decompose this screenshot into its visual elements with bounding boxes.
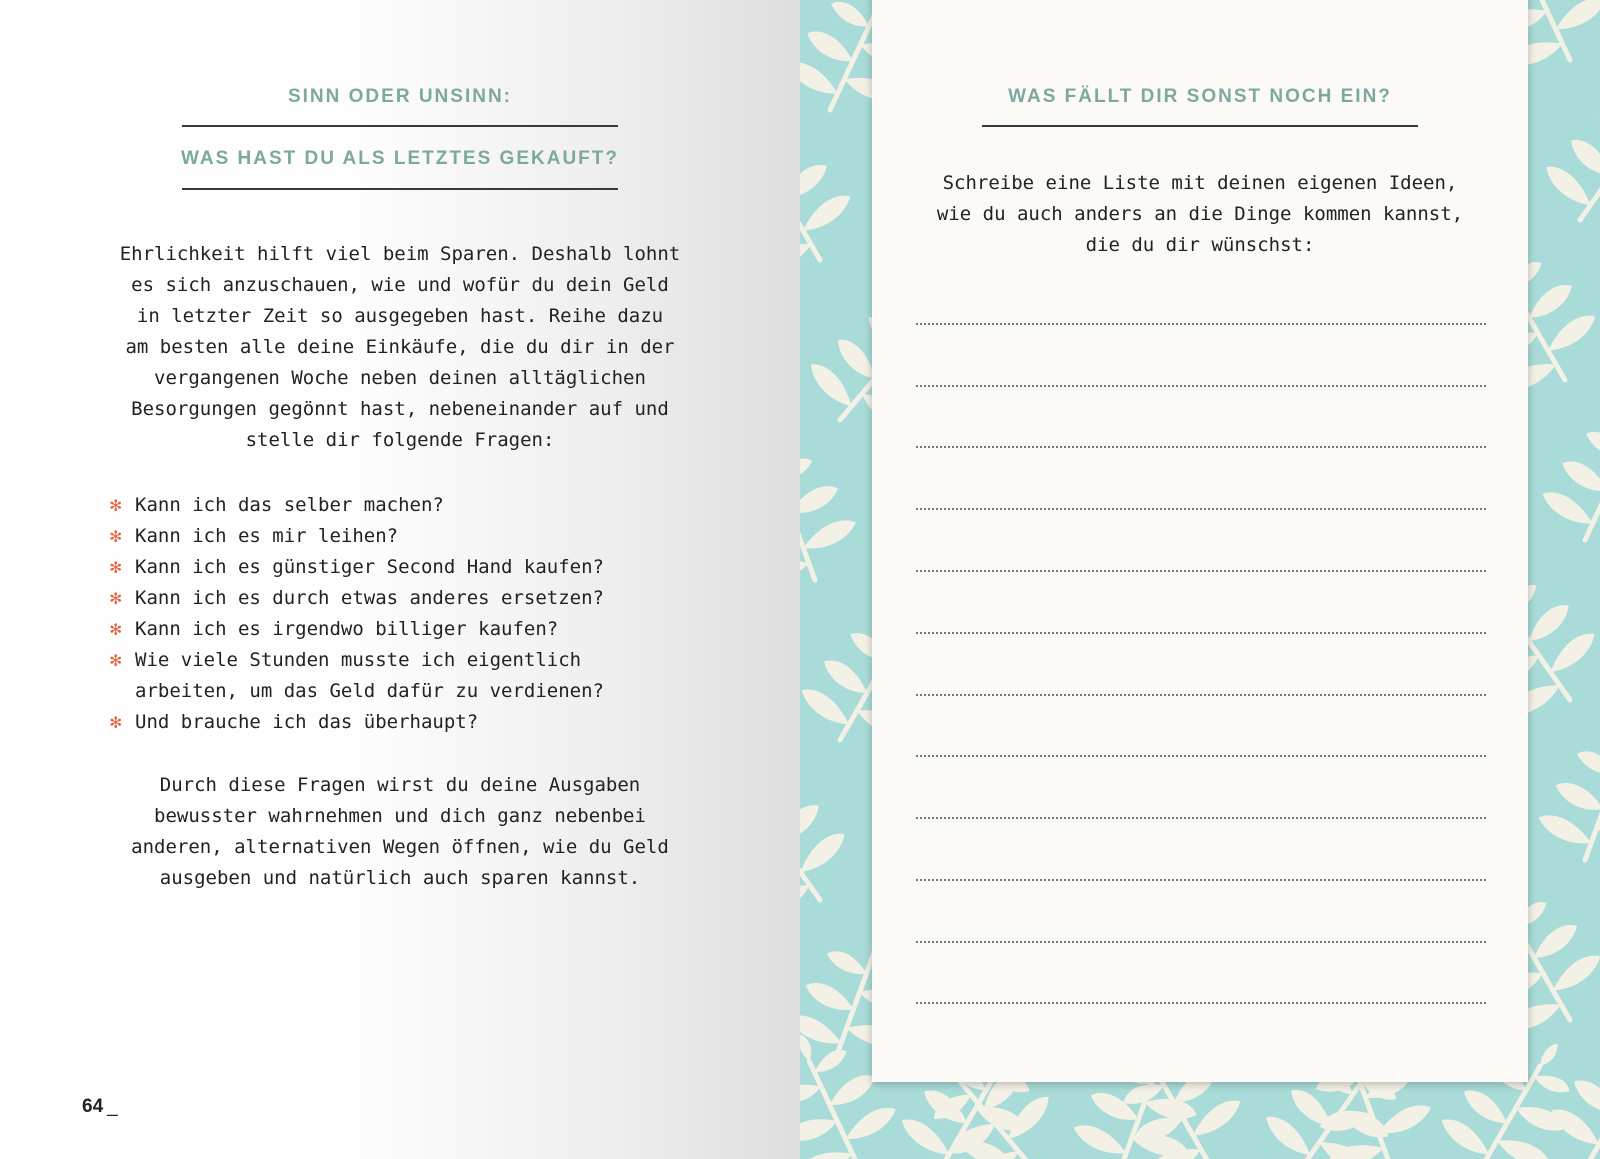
intro-paragraph — [60, 239, 740, 456]
question-text: arbeiten, um das Geld dafür zu verdienen? — [135, 680, 604, 702]
text-line: Besorgungen gegönnt hast, nebeneinander auf und — [131, 398, 669, 420]
asterisk-bullet-icon: ✻ — [110, 525, 122, 547]
writing-line[interactable] — [916, 385, 1486, 387]
heading-was-hast-du-gekauft: WAS HAST DU ALS LETZTES GEKAUFT? — [180, 148, 619, 169]
page-number-dash: _ — [107, 1096, 118, 1117]
asterisk-bullet-icon: ✻ — [110, 494, 122, 516]
closing-paragraph — [60, 770, 740, 894]
question-item — [110, 490, 750, 521]
question-item — [110, 645, 750, 707]
heading-was-faellt-dir-ein: WAS FÄLLT DIR SONST NOCH EIN? — [1008, 86, 1392, 107]
question-text: Und brauche ich das überhaupt? — [135, 711, 479, 733]
writing-line[interactable] — [916, 508, 1486, 510]
question-list — [110, 490, 750, 738]
writing-line[interactable] — [916, 941, 1486, 943]
asterisk-bullet-icon: ✻ — [110, 618, 122, 640]
question-item — [110, 521, 750, 552]
right-page — [800, 0, 1600, 1159]
heading-rule — [182, 188, 618, 190]
writing-card — [872, 0, 1528, 1082]
text-line: in letzter Zeit so ausgegeben hast. Reihe dazu — [136, 305, 664, 327]
question-item — [110, 707, 750, 738]
writing-line[interactable] — [916, 1002, 1486, 1004]
question-text: Kann ich es günstiger Second Hand kaufen? — [135, 556, 604, 578]
question-item — [110, 552, 750, 583]
page-number-value: 64 — [82, 1096, 104, 1117]
text-line: ausgeben und natürlich auch sparen kannst. — [159, 867, 641, 889]
text-line: es sich anzuschauen, wie und wofür du dein Geld — [131, 274, 669, 296]
asterisk-bullet-icon: ✻ — [110, 556, 122, 578]
writing-line[interactable] — [916, 694, 1486, 696]
writing-line[interactable] — [916, 323, 1486, 325]
question-item — [110, 583, 750, 614]
writing-line[interactable] — [916, 817, 1486, 819]
text-line: Ehrlichkeit hilft viel beim Sparen. Deshalb lohnt — [119, 243, 681, 265]
question-text: Kann ich es durch etwas anderes ersetzen? — [135, 587, 604, 609]
question-text: Kann ich es mir leihen? — [135, 525, 399, 547]
writing-line[interactable] — [916, 446, 1486, 448]
question-item — [110, 614, 750, 645]
text-line: anderen, alternativen Wegen öffnen, wie du Geld — [131, 836, 669, 858]
asterisk-bullet-icon: ✻ — [110, 649, 122, 671]
asterisk-bullet-icon: ✻ — [110, 587, 122, 609]
prompt-paragraph — [890, 168, 1510, 261]
heading-sinn-oder-unsinn: SINN ODER UNSINN: — [287, 86, 512, 107]
heading-rule — [182, 125, 618, 127]
text-line: Schreibe eine Liste mit deinen eigenen Ideen, — [942, 172, 1458, 194]
question-text: Kann ich es irgendwo billiger kaufen? — [135, 618, 559, 640]
heading-rule — [982, 125, 1418, 127]
text-line: bewusster wahrnehmen und dich ganz nebenbei — [154, 805, 646, 827]
text-line: vergangenen Woche neben deinen alltäglichen — [154, 367, 646, 389]
text-line: Durch diese Fragen wirst du deine Ausgaben — [159, 774, 641, 796]
writing-line[interactable] — [916, 570, 1486, 572]
asterisk-bullet-icon: ✻ — [110, 711, 122, 733]
text-line: am besten alle deine Einkäufe, die du dir in der — [125, 336, 675, 358]
page-number — [82, 1096, 118, 1118]
writing-line[interactable] — [916, 879, 1486, 881]
text-line: die du dir wünschst: — [1085, 234, 1315, 256]
text-line: stelle dir folgende Fragen: — [245, 429, 555, 451]
text-line: wie du auch anders an die Dinge kommen kannst, — [936, 203, 1464, 225]
writing-line[interactable] — [916, 632, 1486, 634]
question-text: Wie viele Stunden musste ich eigentlich — [135, 649, 582, 671]
question-text: Kann ich das selber machen? — [135, 494, 444, 516]
writing-line[interactable] — [916, 755, 1486, 757]
